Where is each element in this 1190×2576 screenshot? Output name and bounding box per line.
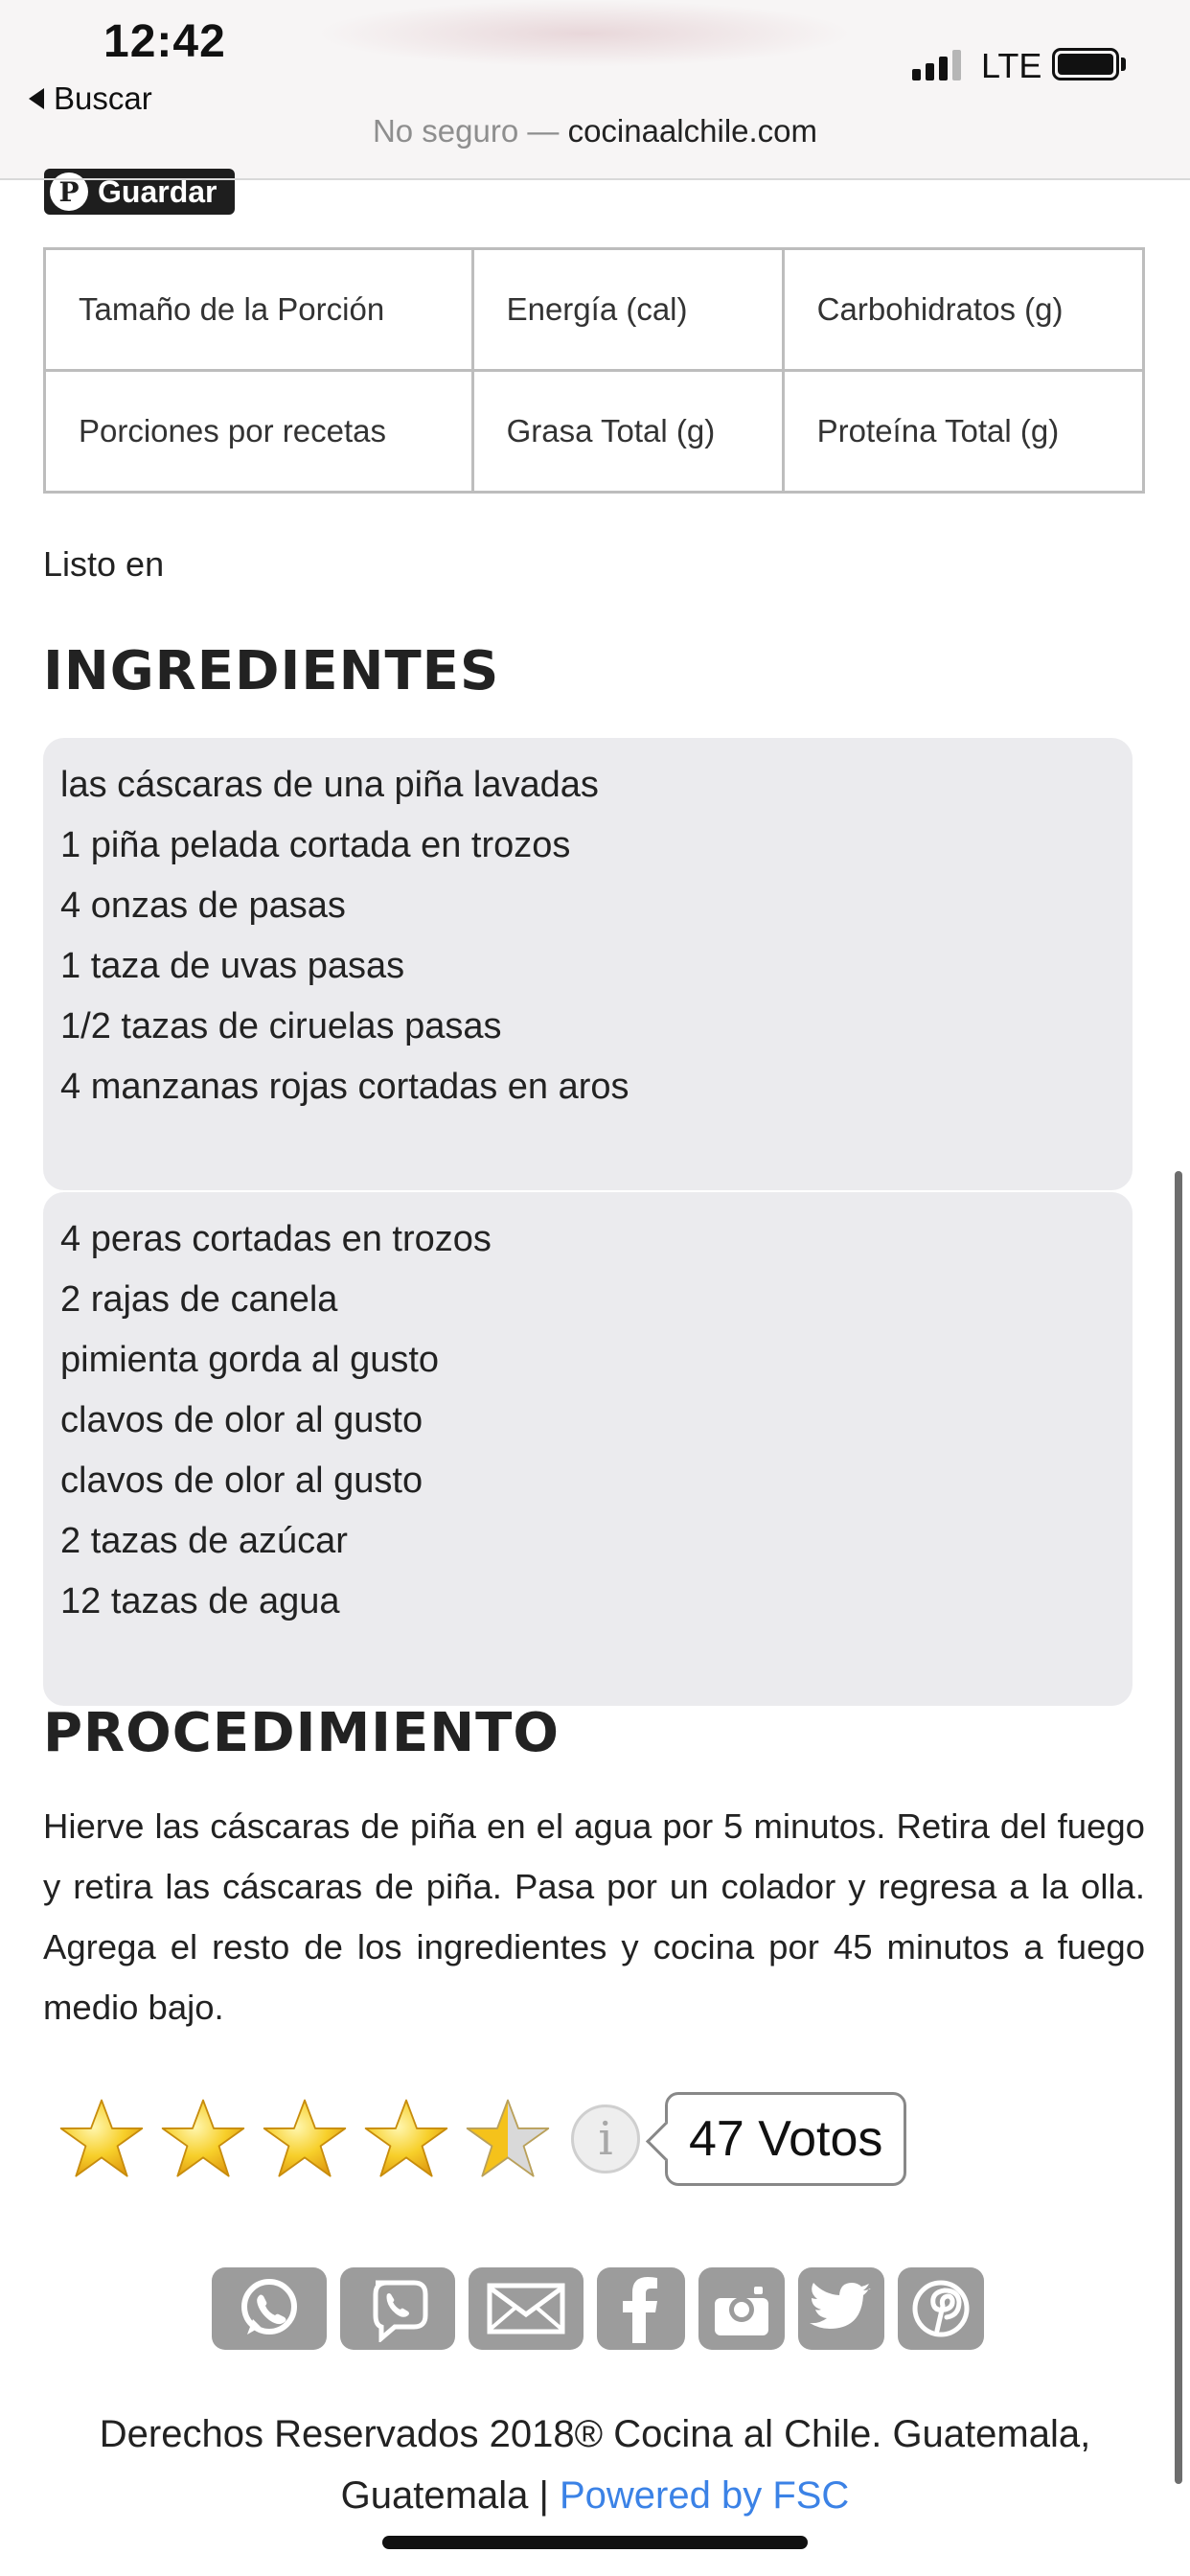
procedure-text: Hierve las cáscaras de piña en el agua por 5 minutos. Retira del fuego y retira las cáscaras de piña. Pasa por un colador y regresa a la olla. Agrega el resto de los ingredientes y cocina por 45 minutos a fuego medio bajo. <box>43 1806 1145 2027</box>
ready-in-label: Listo en <box>43 544 165 584</box>
nutrition-row <box>45 371 1144 493</box>
scrollbar[interactable] <box>1175 1171 1182 2484</box>
battery-icon <box>1052 48 1119 80</box>
url-bar[interactable] <box>0 113 1190 150</box>
powered-by-link[interactable]: Powered by FSC <box>559 2474 850 2517</box>
ingredient-item: clavos de olor al gusto <box>60 1460 423 1501</box>
home-indicator[interactable] <box>382 2536 808 2549</box>
ingredient-item: pimienta gorda al gusto <box>60 1340 440 1380</box>
ingredient-item: 2 rajas de canela <box>60 1279 338 1320</box>
nutrition-cell: Carbohidratos (g) <box>783 249 1143 371</box>
ingredient-item: 1/2 tazas de ciruelas pasas <box>60 1006 502 1046</box>
procedure-heading: PROCEDIMIENTO <box>43 1702 560 1764</box>
ingredients-group-2 <box>43 1192 1133 1706</box>
cell-signal-icon <box>912 48 961 80</box>
nutrition-cell: Grasa Total (g) <box>472 371 783 493</box>
half-star-icon[interactable] <box>464 2095 552 2183</box>
nutrition-table <box>43 247 1145 494</box>
battery-cap <box>1121 58 1126 71</box>
twitter-icon <box>810 2282 873 2335</box>
nutrition-row <box>45 249 1144 371</box>
whatsapp-share-button[interactable] <box>212 2267 327 2350</box>
back-arrow-icon <box>29 88 44 109</box>
facebook-icon <box>617 2274 665 2343</box>
star-icon[interactable] <box>261 2095 349 2183</box>
ingredient-item: clavos de olor al gusto <box>60 1400 423 1440</box>
ingredient-item: las cáscaras de una piña lavadas <box>60 765 599 805</box>
pinterest-save-label: Guardar <box>98 173 217 209</box>
ingredient-item: 12 tazas de agua <box>60 1581 340 1622</box>
ingredient-item: 2 tazas de azúcar <box>60 1521 348 1561</box>
info-icon[interactable]: i <box>571 2104 640 2174</box>
facebook-share-button[interactable] <box>597 2267 685 2350</box>
pinterest-save-button[interactable] <box>44 169 235 215</box>
email-share-button[interactable] <box>469 2267 584 2350</box>
star-icon[interactable] <box>159 2095 247 2183</box>
browser-top-bar <box>0 0 1190 180</box>
viber-icon <box>362 2275 433 2342</box>
votes-badge: 47 Votos <box>665 2092 906 2186</box>
footer-copyright: Derechos Reservados 2018® Cocina al Chile. Guatemala, <box>99 2413 1091 2455</box>
star-rating <box>57 2091 906 2187</box>
back-label: Buscar <box>54 80 152 116</box>
status-time: 12:42 <box>103 16 226 67</box>
top-blur <box>316 0 853 67</box>
ingredient-item: 4 onzas de pasas <box>60 886 346 926</box>
ingredient-item: 4 manzanas rojas cortadas en aros <box>60 1067 629 1107</box>
whatsapp-icon <box>236 2275 303 2342</box>
url-insecure-label: No seguro — <box>372 113 560 149</box>
viber-share-button[interactable] <box>340 2267 455 2350</box>
pinterest-share-icon <box>911 2279 971 2338</box>
pinterest-icon: P <box>50 172 88 211</box>
instagram-icon <box>712 2279 771 2338</box>
ingredient-item: 1 piña pelada cortada en trozos <box>60 825 571 865</box>
network-label: LTE <box>981 46 1042 85</box>
instagram-share-button[interactable] <box>698 2267 785 2350</box>
footer-location: Guatemala | <box>340 2474 549 2517</box>
ingredients-heading: INGREDIENTES <box>43 640 500 702</box>
ingredient-item: 1 taza de uvas pasas <box>60 946 405 986</box>
ingredients-group-1 <box>43 738 1133 1190</box>
twitter-share-button[interactable] <box>798 2267 884 2350</box>
url-domain: cocinaalchile.com <box>567 113 818 149</box>
star-icon[interactable] <box>362 2095 450 2183</box>
share-bar <box>212 2267 984 2350</box>
nutrition-cell: Proteína Total (g) <box>783 371 1143 493</box>
nutrition-cell: Tamaño de la Porción <box>45 249 473 371</box>
footer-line2 <box>0 2465 1190 2526</box>
nutrition-cell: Porciones por recetas <box>45 371 473 493</box>
nutrition-cell: Energía (cal) <box>472 249 783 371</box>
star-icon[interactable] <box>57 2095 146 2183</box>
footer <box>0 2404 1190 2526</box>
back-to-search-button[interactable] <box>29 80 152 117</box>
email-icon <box>486 2280 566 2337</box>
ingredient-item: 4 peras cortadas en trozos <box>60 1219 492 1259</box>
pinterest-share-button[interactable] <box>898 2267 984 2350</box>
